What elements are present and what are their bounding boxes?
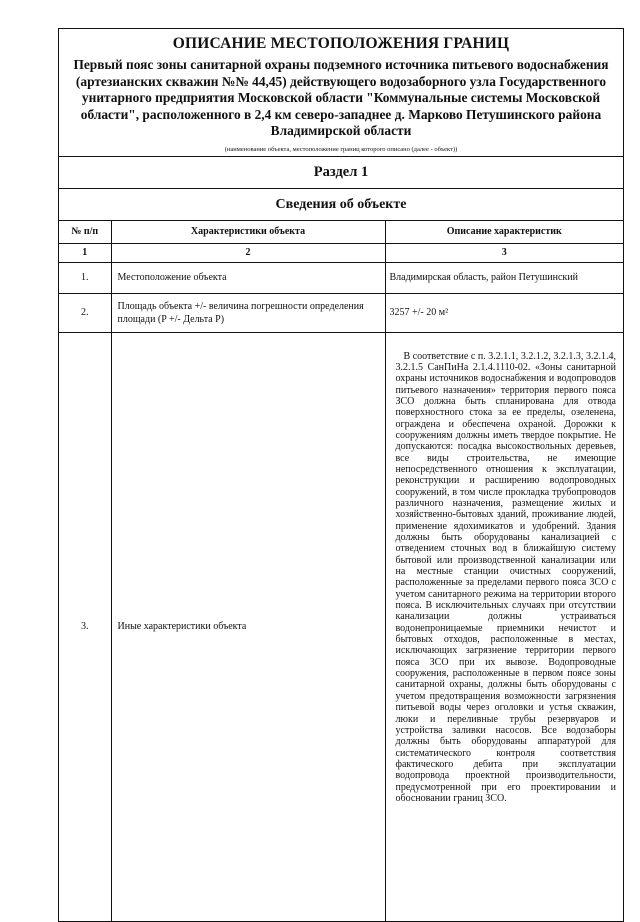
row-value: Владимирская область, район Петушинский (385, 262, 623, 293)
row-value: 3257 +/- 20 м² (385, 293, 623, 332)
document-page (58, 28, 624, 922)
table-row (59, 332, 623, 921)
table-row (59, 293, 623, 332)
object-description: Первый пояс зоны санитарной охраны подземного источника питьевого водоснабжения (артезианских скважин №№ 44,45) действующего водозаборного узла Государственного унитарного предприятия Московской области "Коммунальные системы Московской области", расположенного в 2,4 км северо-западнее д. Марково Петушинского района Владимирской области (73, 57, 609, 138)
row-index: 3. (59, 332, 111, 921)
row-value: В соответствие с п. 3.2.1.1, 3.2.1.2, 3.2.1.3, 3.2.1.4, 3.2.1.5 СанПиНа 2.1.4.1110-02. «Зоны санитарной охраны источников водоснабжения и водопроводов питьевого назначения» территория первого пояса ЗСО должна быть спланирована для отвода поверхностного стока за ее пределы, озеленена, ограждена и обеспечена охраной. Дорожки к сооружениям должны иметь твердое покрытие. Не допускаются: посадка высокоствольных деревьев, все виды строительства, не имеющие непосредственного отношения к эксплуатации, реконструкции и расширению водопроводных сооружений, в том числе прокладка трубопроводов различного назначения, размещение жилых и хозяйственно-бытовых зданий, проживание людей, применение ядохимикатов и удобрений. Здания должны быть оборудованы канализацией с отведением сточных вод в ближайшую систему бытовой или производственной канализации или на местные станции очистных сооружений, расположенные за пределами первого пояса ЗСО с учетом санитарного режима на территории второго пояса. В исключительных случаях при отсутствии канализации должны устраиваться водонепроницаемые приемники нечистот и бытовых отходов, расположенные в местах, исключающих загрязнение территории первого пояса ЗСО при их вывозе. Водопроводные сооружения, расположенные в первом поясе зоны санитарной охраны, должны быть оборудованы с учетом предотвращения возможности загрязнения питьевой воды через оголовки и устья скважин, люки и переливные трубы резервуаров и устройства заливки насосов. Все водозаборы должны быть оборудованы аппаратурой для систематического контроля соответствия фактического дебита при эксплуатации водопровода проектной производительности, предусмотренной при его проектировании и обосновании границ ЗСО. (385, 332, 623, 921)
column-number: 1 (59, 243, 111, 262)
row-index: 2. (59, 293, 111, 332)
table-row (59, 262, 623, 293)
header-characteristic: Характеристики объекта (111, 220, 385, 243)
row-index: 1. (59, 262, 111, 293)
row-name: Площадь объекта +/- величина погрешности определения площади (P +/- Дельта P) (111, 293, 385, 332)
row-name: Иные характеристики объекта (111, 332, 385, 921)
section-title: Раздел 1 (59, 156, 623, 188)
subsection-title: Сведения об объекте (59, 188, 623, 220)
row-name: Местоположение объекта (111, 262, 385, 293)
column-number: 3 (385, 243, 623, 262)
column-number-row (59, 243, 623, 262)
column-number: 2 (111, 243, 385, 262)
document-title: ОПИСАНИЕ МЕСТОПОЛОЖЕНИЯ ГРАНИЦ (172, 35, 510, 52)
object-info-table (59, 220, 623, 921)
table-header-row (59, 220, 623, 243)
header-description: Описание характеристик (385, 220, 623, 243)
header-index: № п/п (59, 220, 111, 243)
document-header (59, 29, 623, 154)
object-note: (наименование объекта, местоположение границ которого описано (далее - объект)) (224, 145, 458, 153)
